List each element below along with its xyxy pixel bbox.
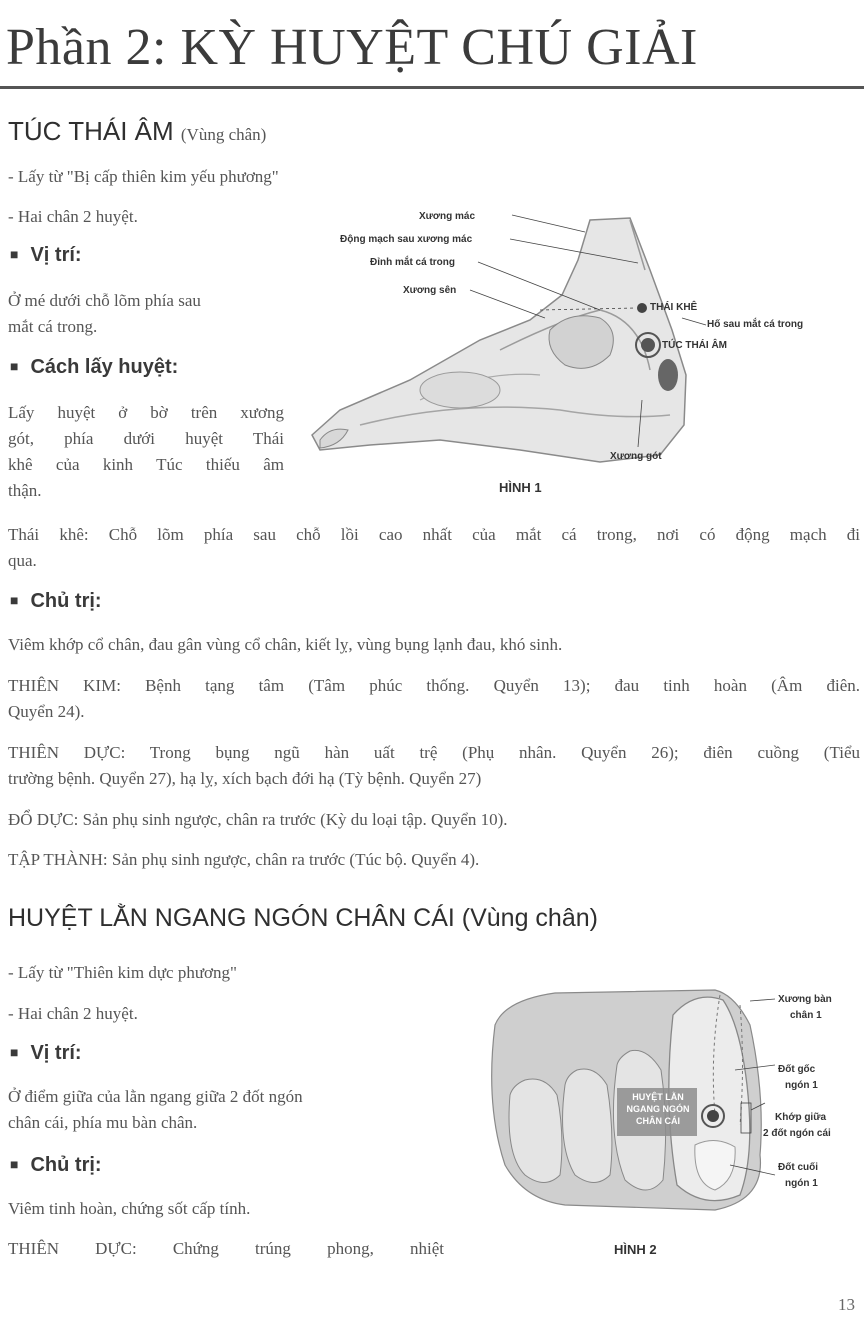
count-line: - Hai chân 2 huyệt. [8, 1004, 138, 1023]
section-region: (Vùng chân) [180, 125, 267, 144]
point-label-2: NGANG NGÓN [626, 1104, 690, 1114]
method-line: thận. [8, 481, 42, 500]
label-khop-giua: Khớp giữa [775, 1112, 827, 1123]
note-line: qua. [8, 551, 37, 570]
method-line: gót, phía dưới huyệt Thái [8, 429, 284, 448]
count-line: - Hai chân 2 huyệt. [8, 207, 138, 226]
reference-line: THIÊN DỰC: Trong bụng ngũ hàn uất trệ (Phụ nhân. Quyển 26); điên cuồng (Tiểu [8, 743, 860, 762]
label-dot-cuoi: Đốt cuối [778, 1162, 818, 1173]
note-line: Thái khê: Chỗ lõm phía sau chỗ lồi cao nhất của mắt cá trong, nơi có động mạch đi [8, 525, 860, 544]
location-line: chân cái, phía mu bàn chân. [8, 1113, 198, 1132]
reference-line: THIÊN KIM: Bệnh tạng tâm (Tâm phúc thống. Quyển 13); đau tinh hoàn (Âm điên. [8, 676, 860, 695]
indication-heading: ■ Chủ trị: [10, 590, 102, 612]
reference-line: Quyển 24). [8, 702, 85, 721]
label-ho-sau: Hố sau mắt cá trong [707, 319, 804, 330]
label-dinh-mat-ca: Đỉnh mắt cá trong [370, 257, 456, 268]
figure-caption: HÌNH 2 [614, 1242, 657, 1257]
location-line: Ở mé dưới chỗ lõm phía sau [8, 291, 201, 310]
location-line: Ở điểm giữa của lằn ngang giữa 2 đốt ngón [8, 1087, 303, 1106]
chapter-rule [0, 86, 864, 89]
section-title: HUYỆT LẰN NGANG NGÓN CHÂN CÁI (Vùng chân) [8, 904, 598, 932]
bullet-icon: ■ [10, 1044, 19, 1060]
bullet-icon: ■ [10, 358, 19, 374]
label-tuc-thai-am: TÚC THÁI ÂM [662, 340, 727, 351]
bullet-icon: ■ [10, 1156, 19, 1172]
label-dot-goc: ngón 1 [785, 1080, 818, 1091]
reference-line: THIÊN DỰC: Chứng trúng phong, nhiệt [8, 1239, 444, 1258]
bullet-icon: ■ [10, 592, 19, 608]
indication-text: Viêm khớp cổ chân, đau gân vùng cổ chân, kiết lỵ, vùng bụng lạnh đau, khó sinh. [8, 635, 563, 654]
label-xuong-got: Xương gót [610, 451, 662, 462]
reference-line: ĐỔ DỰC: Sản phụ sinh ngược, chân ra trước (Kỳ du loại tập. Quyển 10). [8, 810, 508, 829]
location-line: mắt cá trong. [8, 317, 98, 336]
label-dong-mach: Động mạch sau xương mác [340, 234, 473, 245]
label-dot-cuoi: ngón 1 [785, 1178, 818, 1189]
reference-line: trường bệnh. Quyển 27), hạ lỵ, xích bạch đới hạ (Tỳ bệnh. Quyển 27) [8, 769, 482, 788]
indication-heading: ■ Chủ trị: [10, 1154, 102, 1176]
label-dot-goc: Đốt gốc [778, 1064, 816, 1075]
label-xuong-ban-chan: chân 1 [790, 1010, 822, 1021]
bullet-icon: ■ [10, 246, 19, 262]
location-heading: ■ Vị trí: [10, 1042, 82, 1064]
label-thai-khe: THÁI KHÊ [650, 302, 698, 313]
method-line: khê của kinh Túc thiếu âm [8, 455, 284, 474]
source-line: - Lấy từ "Bị cấp thiên kim yếu phương" [8, 167, 279, 186]
label-xuong-mac: Xương mác [419, 211, 476, 222]
page-number: 13 [838, 1295, 855, 1314]
section-title [8, 116, 266, 147]
point-label-3: CHÂN CÁI [636, 1116, 680, 1126]
indication-text: Viêm tinh hoàn, chứng sốt cấp tính. [8, 1199, 251, 1218]
source-line: - Lấy từ "Thiên kim dực phương" [8, 963, 237, 982]
location-heading: ■ Vị trí: [10, 244, 82, 266]
label-xuong-sen: Xương sên [403, 285, 457, 296]
reference-line: TẬP THÀNH: Sản phụ sinh ngược, chân ra trước (Túc bộ. Quyển 4). [8, 850, 480, 869]
method-heading: ■ Cách lấy huyệt: [10, 356, 179, 378]
section-title-text: TÚC THÁI ÂM [8, 116, 174, 146]
method-line: Lấy huyệt ở bờ trên xương [8, 403, 284, 422]
label-khop-giua: 2 đốt ngón cái [763, 1128, 831, 1139]
point-label-1: HUYỆT LẰN [632, 1092, 684, 1102]
label-xuong-ban-chan: Xương bàn [778, 994, 832, 1005]
figure-caption: HÌNH 1 [499, 480, 542, 495]
chapter-title: Phần 2: KỲ HUYỆT CHÚ GIẢI [6, 19, 698, 76]
foot-illustration [300, 200, 840, 500]
